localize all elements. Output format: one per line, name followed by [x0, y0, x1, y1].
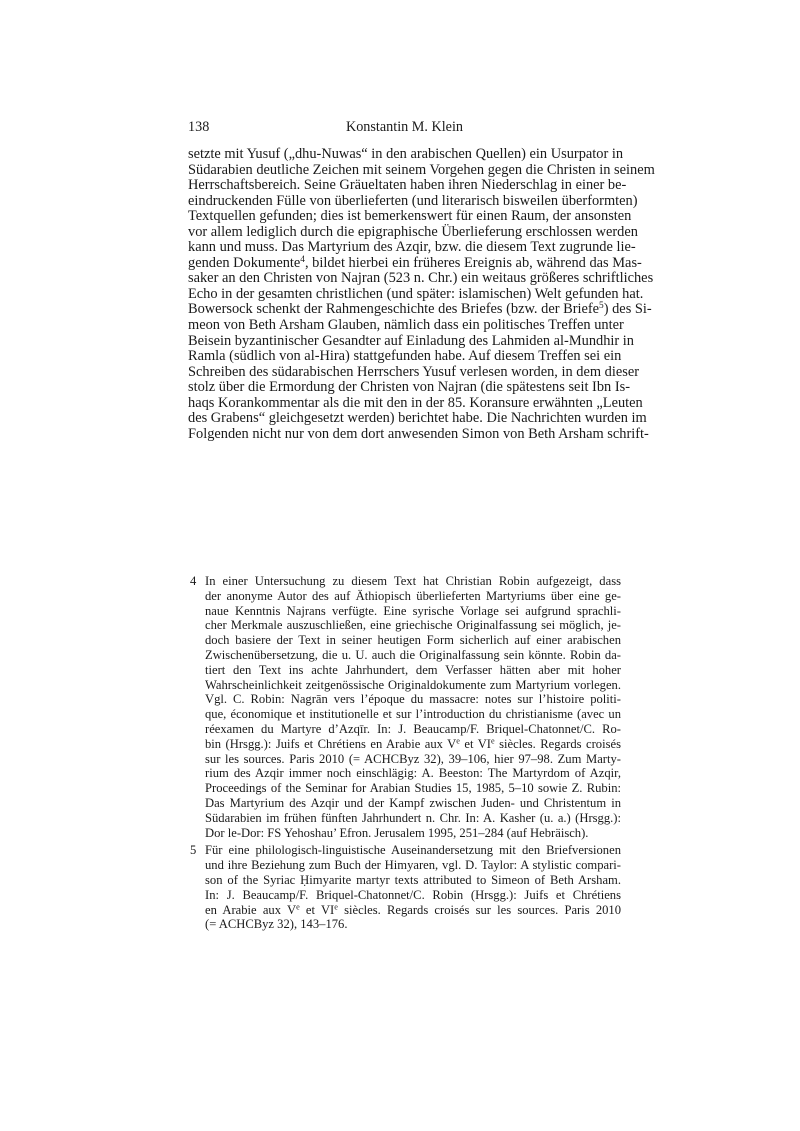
footnote-number: 5 — [190, 843, 197, 858]
text-segment: (= ACHCByz 32), 143–176. — [205, 917, 348, 932]
text-line — [188, 349, 621, 365]
superscript: e — [491, 736, 495, 746]
text-segment: genden Dokumente — [188, 254, 301, 271]
text-line — [205, 766, 621, 781]
text-line — [205, 843, 621, 858]
text-segment: doch basiere der Text in seiner heutigen Form sicherlich auf einer arabischen — [205, 633, 621, 648]
text-line — [205, 604, 621, 619]
text-line — [205, 888, 621, 903]
text-line — [205, 648, 621, 663]
text-line — [205, 811, 621, 826]
text-segment: Für eine philologisch-linguistische Auseinandersetzung mit den Briefversionen — [205, 843, 621, 858]
text-line — [205, 737, 621, 752]
text-line — [188, 146, 624, 163]
text-segment: son of the Syriac Ḥimyarite martyr texts attributed to Simeon of Beth Arsham. — [205, 872, 621, 887]
text-segment: Schreiben des südarabischen Herrschers Yusuf verlesen worden, in dem dieser — [188, 363, 640, 380]
text-segment: haqs Korankommentar als die mit den in der 85. Koransure erwähnten „Leuten — [188, 394, 643, 411]
superscript: e — [334, 902, 338, 912]
text-line — [205, 692, 621, 707]
text-segment: und ihre Beziehung zum Buch der Himyaren, vgl. D. Taylor: A stylistic compari- — [205, 858, 621, 873]
text-segment: sur les sources. Paris 2010 (= ACHCByz 32), 39–106, hier 97–98. Zum Marty- — [205, 751, 621, 766]
text-segment: saker an den Christen von Najran (523 n. Chr.) ein weitaus größeres schriftliches — [188, 270, 654, 287]
text-segment: kann und muss. Das Martyrium des Azqir, bzw. die diesem Text zugrunde lie- — [188, 239, 636, 256]
text-segment: Südarabien im frühen fünften Jahrhundert n. Chr. In: A. Kasher (u. a.) (Hrsgg.): — [205, 810, 621, 825]
text-line — [188, 270, 654, 287]
text-line — [205, 903, 621, 918]
text-line — [205, 707, 621, 722]
footnote-reference[interactable]: 5 — [599, 301, 604, 312]
text-segment: Beisein byzantinischer Gesandter auf Einladung des Lahmiden al-Mundhir in — [188, 332, 634, 349]
text-segment: tiert den Text ins achte Jahrhundert, dem Verfasser hätten aber mit hoher — [205, 662, 621, 677]
text-line — [188, 394, 643, 412]
footnote-reference[interactable]: 4 — [300, 254, 305, 265]
text-segment: Folgenden nicht nur von dem dort anwesenden Simon von Beth Arsham schrift- — [188, 425, 649, 442]
text-line — [188, 285, 644, 303]
text-segment: Ramla (südlich von al-Hira) stattgefunden habe. Auf diesem Treffen sei ein — [188, 348, 622, 365]
text-segment: Zwischenübersetzung, die u. U. auch die Originalfassung sein könnte. Robin da- — [205, 647, 621, 662]
text-segment: et VI — [459, 736, 491, 751]
text-line — [205, 781, 621, 796]
text-line — [188, 223, 638, 241]
text-line — [188, 425, 649, 443]
text-line — [188, 317, 624, 334]
text-segment: Das Martyrium des Azqir und der Kampf zwischen Juden- und Christentum in — [205, 795, 621, 810]
text-line — [188, 254, 642, 272]
text-line — [188, 379, 630, 396]
text-line — [205, 722, 621, 737]
text-line — [188, 208, 632, 225]
footnote-4 — [188, 574, 621, 840]
text-segment: vor allem lediglich durch die epigraphische Überlieferung erschlossen werden — [188, 223, 638, 240]
text-segment: que, économique et institutionelle et sur l’introduction du christianisme (avec un — [205, 707, 621, 722]
text-line — [205, 796, 621, 811]
text-segment: Proceedings of the Seminar for Arabian Studies 15, 1985, 5–10 sowie Z. Rubin: — [205, 781, 621, 796]
text-segment: des Grabens“ gleichgesetzt werden) berichtet habe. Die Nachrichten wurden im — [188, 410, 647, 427]
text-segment: setzte mit Yusuf („dhu-Nuwas“ in den arabischen Quellen) ein Usurpator in — [188, 146, 624, 162]
superscript: e — [296, 902, 300, 912]
text-line — [205, 858, 621, 873]
text-line — [205, 618, 621, 633]
text-segment: meon von Beth Arsham Glauben, nämlich dass ein politisches Treffen unter — [188, 317, 624, 334]
text-line — [188, 410, 647, 427]
text-segment: en Arabie aux V — [205, 902, 297, 917]
text-segment: der anonyme Autor des auf Äthiopisch überlieferten Martyriums über eine ge- — [205, 588, 621, 603]
text-segment: Dor le-Dor: FS Yehoshau’ Efron. Jerusalem 1995, 251–284 (auf Hebräisch). — [205, 825, 589, 840]
text-segment: Echo in der gesamten christlichen (und später: islamischen) Welt gefunden hat. — [188, 285, 644, 302]
text-line — [205, 917, 621, 932]
text-line — [205, 663, 621, 678]
footnote-number: 4 — [190, 574, 197, 588]
text-line — [188, 301, 652, 318]
text-segment: Südarabien deutliche Zeichen mit seinem Vorgehen gegen die Christen in seinem — [188, 161, 655, 178]
text-segment: In einer Untersuchung zu diesem Text hat Christian Robin aufgezeigt, dass — [205, 574, 621, 588]
footnote-5 — [188, 843, 621, 932]
text-line — [188, 192, 638, 210]
text-line — [205, 752, 621, 767]
text-segment: stolz über die Ermordung der Christen von Najran (die spätestens seit Ibn Is- — [188, 379, 630, 396]
text-line — [188, 239, 636, 256]
text-line — [205, 633, 621, 648]
text-segment: bin (Hrsgg.): Juifs et Chrétiens en Arabie aux V — [205, 736, 457, 751]
text-segment: eindruckenden Fülle von überlieferten (und literarisch bisweilen überformten) — [188, 192, 638, 209]
text-line — [188, 177, 627, 194]
text-segment: , bildet hierbei ein früheres Ereignis ab, während das Mas- — [304, 254, 642, 271]
text-line — [205, 574, 621, 589]
text-line — [205, 826, 621, 841]
text-line — [205, 589, 621, 604]
text-line — [188, 363, 640, 381]
text-line — [205, 678, 621, 693]
text-line — [188, 161, 655, 179]
text-segment: Wahrscheinlichkeit zeitgenössische Originaldokumente zum Martyrium vorlegen. — [205, 677, 621, 692]
text-segment: In: J. Beaucamp/F. Briquel-Chatonnet/C. Robin (Hrsgg.): Juifs et Chrétiens — [205, 887, 621, 902]
text-segment: Textquellen gefunden; dies ist bemerkenswert für einen Raum, der ansonsten — [188, 208, 632, 225]
text-segment: cher Merkmale auszuschließen, eine griechische Originalfassung sei möglich, je- — [205, 618, 621, 633]
text-segment: Herrschaftsbereich. Seine Gräueltaten haben ihren Niederschlag in einer be- — [188, 177, 627, 194]
text-line — [188, 332, 634, 350]
text-segment: rium des Azqir immer noch einschlägig: A. Beeston: The Martyrdom of Azqir, — [205, 766, 621, 781]
superscript: e — [456, 736, 460, 746]
page-header — [188, 119, 621, 137]
text-line — [205, 873, 621, 888]
text-segment: naue Kenntnis Najrans verfügte. Eine syrische Vorlage sei aufgrund sprachli- — [205, 603, 621, 618]
running-head: Konstantin M. Klein — [345, 119, 464, 135]
text-segment: réexamen du Martyre d’Azqīr. In: J. Beaucamp/F. Briquel-Chatonnet/C. Ro- — [205, 721, 621, 736]
text-segment: et VI — [299, 902, 335, 917]
text-segment: siècles. Regards croisés sur les sources. Paris 2010 — [337, 902, 622, 917]
text-segment: Bowersock schenkt der Rahmengeschichte des Briefes (bzw. der Briefe — [188, 301, 600, 318]
text-segment: siècles. Regards croisés — [494, 736, 621, 751]
main-text — [188, 146, 655, 442]
text-segment: ) des Si- — [603, 301, 652, 318]
text-segment: Vgl. C. Robin: Nagrān vers l’époque du massacre: notes sur l’histoire politi- — [205, 692, 621, 707]
page-number: 138 — [188, 119, 210, 135]
footnotes — [188, 574, 621, 935]
